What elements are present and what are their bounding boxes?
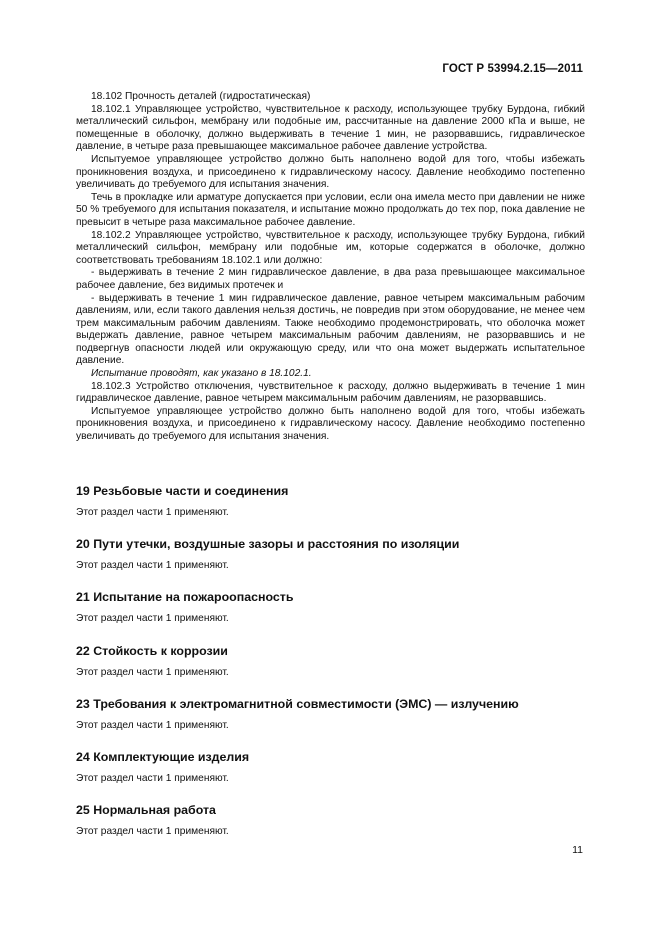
page-number: 11: [572, 844, 583, 856]
section-heading: 21 Испытание на пожароопасность: [76, 590, 294, 605]
clause-18-102-text: [76, 91, 585, 444]
clause-list-item: - выдерживать в течение 2 мин гидравлическое давление, в два раза превышающее максимальное рабочее давление, без видимых протечек и: [76, 267, 585, 291]
clause-list-item: - выдерживать в течение 1 мин гидравлическое давление, равное четырем максимальным рабочим давлениям, или, если такого давления нельзя достичь, не повредив при этом оборудование, не менее чем трем максимальным рабочим давлениям. Также необходимо продемонстрировать, что оболочка может выдержать давление, равное четырем максимальным рабочим давлениям, не разорвавшись и не подвергнув опасности людей или окружающую среду, или что она может выдержать испытательное давление.: [76, 292, 585, 367]
section-heading: 22 Стойкость к коррозии: [76, 643, 228, 658]
section-19: [76, 483, 585, 536]
section-note: Этот раздел части 1 применяют.: [76, 507, 229, 518]
section-note: Этот раздел части 1 применяют.: [76, 666, 229, 678]
section-20: [76, 536, 585, 589]
section-heading: 20 Пути утечки, воздушные зазоры и расстояния по изоляции: [76, 537, 460, 552]
section-22: [76, 643, 585, 696]
section-note: Этот раздел части 1 применяют.: [76, 560, 229, 572]
section-note: Этот раздел части 1 применяют.: [76, 772, 229, 784]
clause-18-102-1: 18.102.1 Управляющее устройство, чувствительное к расходу, использующее трубку Бурдона, гибкий металлический сильфон, мембрану или подобные им, рассчитанные на давление 2000 кПа и выше, не помещенные в оболочку, должно выдерживать в течение 1 мин, не разорвавшись, гидравлическое давление, в четыре раза превышающее максимальное рабочее давление устройства.: [76, 103, 585, 153]
clause-paragraph: Течь в прокладке или арматуре допускается при условии, если она имела место при давлении не ниже 50 % требуемого для испытания показателя, и испытание можно продолжать до тех пор, пока давление не превысит в четыре раза максимальное рабочее давление.: [76, 191, 585, 228]
section-21: [76, 589, 585, 642]
section-note: Этот раздел части 1 применяют.: [76, 826, 229, 838]
section-heading: 23 Требования к электромагнитной совместимости (ЭМС) — излучению: [76, 696, 519, 711]
section-24: [76, 749, 585, 802]
clause-test-note: Испытание проводят, как указано в 18.102.1.: [91, 368, 312, 380]
section-list: [76, 483, 585, 855]
section-heading: 24 Комплектующие изделия: [76, 749, 250, 764]
section-note: Этот раздел части 1 применяют.: [76, 719, 229, 731]
section-note: Этот раздел части 1 применяют.: [76, 613, 229, 625]
document-header-id: ГОСТ Р 53994.2.15—2011: [442, 63, 583, 75]
section-heading: 25 Нормальная работа: [76, 803, 216, 818]
section-25: [76, 802, 585, 855]
clause-paragraph: Испытуемое управляющее устройство должно быть наполнено водой для того, чтобы избежать проникновения воздуха, и присоединено к гидравлическому насосу. Давление необходимо постепенно увеличивать до требуемого для испытания значения.: [76, 405, 585, 443]
section-23: [76, 696, 585, 749]
clause-18-102-heading: 18.102 Прочность деталей (гидростатическая): [91, 91, 311, 102]
clause-paragraph: Испытуемое управляющее устройство должно быть наполнено водой для того, чтобы избежать проникновения воздуха, и присоединено к гидравлическому насосу. Давление необходимо постепенно увеличивать до требуемого для испытания значения.: [76, 153, 585, 191]
clause-18-102-3: 18.102.3 Устройство отключения, чувствительное к расходу, должно выдерживать в течение 1 мин гидравлическое давление, равное четырем максимальным рабочим давлениям, не разорвавшись.: [76, 380, 585, 405]
section-heading: 19 Резьбовые части и соединения: [76, 484, 289, 498]
clause-18-102-2: 18.102.2 Управляющее устройство, чувствительное к расходу, использующее трубку Бурдона, гибкий металлический сильфон, мембрану или подобные им, которые содержатся в оболочке, должно соответствовать требованиям 18.102.1 или должно:: [76, 229, 585, 266]
